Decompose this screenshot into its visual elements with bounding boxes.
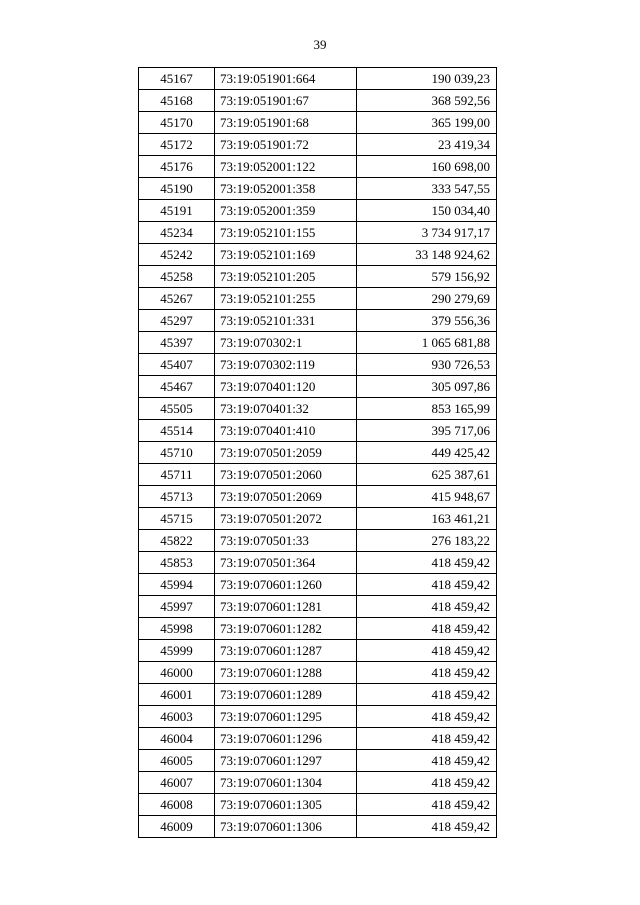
value-cell: 418 459,42: [357, 750, 497, 772]
table-row: [139, 310, 497, 332]
value-cell: 305 097,86: [357, 376, 497, 398]
cadastral-number-cell: 73:19:070501:2059: [215, 442, 357, 464]
cadastral-number-cell: 73:19:051901:68: [215, 112, 357, 134]
row-number-cell: 45234: [139, 222, 215, 244]
table-row: [139, 244, 497, 266]
row-number-cell: 45172: [139, 134, 215, 156]
cadastral-number-cell: 73:19:051901:67: [215, 90, 357, 112]
table-row: [139, 266, 497, 288]
row-number-cell: 45168: [139, 90, 215, 112]
value-cell: 418 459,42: [357, 816, 497, 838]
table-row: [139, 464, 497, 486]
value-cell: 276 183,22: [357, 530, 497, 552]
cadastral-number-cell: 73:19:070601:1281: [215, 596, 357, 618]
table-row: [139, 420, 497, 442]
cadastral-number-cell: 73:19:070601:1260: [215, 574, 357, 596]
cadastral-number-cell: 73:19:052001:358: [215, 178, 357, 200]
cadastral-number-cell: 73:19:051901:664: [215, 68, 357, 90]
row-number-cell: 46001: [139, 684, 215, 706]
table-row: [139, 178, 497, 200]
table-row: [139, 376, 497, 398]
value-cell: 150 034,40: [357, 200, 497, 222]
value-cell: 418 459,42: [357, 618, 497, 640]
row-number-cell: 46009: [139, 816, 215, 838]
table-row: [139, 332, 497, 354]
row-number-cell: 45711: [139, 464, 215, 486]
row-number-cell: 45176: [139, 156, 215, 178]
row-number-cell: 45822: [139, 530, 215, 552]
table-row: [139, 200, 497, 222]
table-row: [139, 508, 497, 530]
cadastral-number-cell: 73:19:051901:72: [215, 134, 357, 156]
row-number-cell: 45998: [139, 618, 215, 640]
table-row: [139, 574, 497, 596]
value-cell: 415 948,67: [357, 486, 497, 508]
value-cell: 418 459,42: [357, 684, 497, 706]
value-cell: 395 717,06: [357, 420, 497, 442]
data-table: [138, 67, 497, 838]
row-number-cell: 45713: [139, 486, 215, 508]
cadastral-number-cell: 73:19:070501:364: [215, 552, 357, 574]
row-number-cell: 45999: [139, 640, 215, 662]
row-number-cell: 46008: [139, 794, 215, 816]
cadastral-number-cell: 73:19:070302:119: [215, 354, 357, 376]
row-number-cell: 45997: [139, 596, 215, 618]
value-cell: 418 459,42: [357, 728, 497, 750]
table-row: [139, 552, 497, 574]
table-row: [139, 684, 497, 706]
value-cell: 160 698,00: [357, 156, 497, 178]
value-cell: 368 592,56: [357, 90, 497, 112]
value-cell: 1 065 681,88: [357, 332, 497, 354]
table-row: [139, 596, 497, 618]
table-row: [139, 68, 497, 90]
cadastral-number-cell: 73:19:070501:2069: [215, 486, 357, 508]
table-row: [139, 134, 497, 156]
value-cell: 379 556,36: [357, 310, 497, 332]
row-number-cell: 45242: [139, 244, 215, 266]
cadastral-number-cell: 73:19:052101:205: [215, 266, 357, 288]
table-row: [139, 662, 497, 684]
row-number-cell: 45191: [139, 200, 215, 222]
cadastral-number-cell: 73:19:052101:331: [215, 310, 357, 332]
table-row: [139, 486, 497, 508]
table-row: [139, 728, 497, 750]
row-number-cell: 46005: [139, 750, 215, 772]
cadastral-number-cell: 73:19:052101:169: [215, 244, 357, 266]
table-body: [139, 68, 497, 838]
value-cell: 853 165,99: [357, 398, 497, 420]
row-number-cell: 45710: [139, 442, 215, 464]
value-cell: 930 726,53: [357, 354, 497, 376]
value-cell: 190 039,23: [357, 68, 497, 90]
cadastral-number-cell: 73:19:070501:2072: [215, 508, 357, 530]
row-number-cell: 45514: [139, 420, 215, 442]
value-cell: 418 459,42: [357, 552, 497, 574]
row-number-cell: 45397: [139, 332, 215, 354]
table-row: [139, 442, 497, 464]
value-cell: 418 459,42: [357, 706, 497, 728]
row-number-cell: 45190: [139, 178, 215, 200]
table-row: [139, 288, 497, 310]
row-number-cell: 45267: [139, 288, 215, 310]
row-number-cell: 45297: [139, 310, 215, 332]
value-cell: 33 148 924,62: [357, 244, 497, 266]
table-row: [139, 530, 497, 552]
value-cell: 333 547,55: [357, 178, 497, 200]
cadastral-number-cell: 73:19:070601:1306: [215, 816, 357, 838]
row-number-cell: 45505: [139, 398, 215, 420]
row-number-cell: 45467: [139, 376, 215, 398]
value-cell: 163 461,21: [357, 508, 497, 530]
value-cell: 418 459,42: [357, 596, 497, 618]
value-cell: 418 459,42: [357, 574, 497, 596]
cadastral-number-cell: 73:19:070601:1289: [215, 684, 357, 706]
table-row: [139, 816, 497, 838]
table-row: [139, 90, 497, 112]
cadastral-number-cell: 73:19:070302:1: [215, 332, 357, 354]
row-number-cell: 45167: [139, 68, 215, 90]
value-cell: 418 459,42: [357, 794, 497, 816]
cadastral-number-cell: 73:19:070601:1287: [215, 640, 357, 662]
value-cell: 449 425,42: [357, 442, 497, 464]
table-row: [139, 772, 497, 794]
row-number-cell: 45853: [139, 552, 215, 574]
row-number-cell: 46000: [139, 662, 215, 684]
cadastral-number-cell: 73:19:070401:32: [215, 398, 357, 420]
cadastral-number-cell: 73:19:052001:359: [215, 200, 357, 222]
value-cell: 23 419,34: [357, 134, 497, 156]
table-row: [139, 640, 497, 662]
value-cell: 418 459,42: [357, 640, 497, 662]
row-number-cell: 45258: [139, 266, 215, 288]
cadastral-number-cell: 73:19:070601:1295: [215, 706, 357, 728]
table-row: [139, 354, 497, 376]
value-cell: 365 199,00: [357, 112, 497, 134]
page-number: 39: [313, 37, 327, 52]
table-row: [139, 156, 497, 178]
row-number-cell: 45715: [139, 508, 215, 530]
cadastral-number-cell: 73:19:070501:2060: [215, 464, 357, 486]
row-number-cell: 45407: [139, 354, 215, 376]
table-row: [139, 750, 497, 772]
cadastral-number-cell: 73:19:070601:1305: [215, 794, 357, 816]
value-cell: 579 156,92: [357, 266, 497, 288]
value-cell: 625 387,61: [357, 464, 497, 486]
cadastral-number-cell: 73:19:070601:1297: [215, 750, 357, 772]
cadastral-number-cell: 73:19:070401:410: [215, 420, 357, 442]
table-row: [139, 398, 497, 420]
table-row: [139, 222, 497, 244]
row-number-cell: 46003: [139, 706, 215, 728]
cadastral-number-cell: 73:19:070601:1296: [215, 728, 357, 750]
row-number-cell: 46004: [139, 728, 215, 750]
value-cell: 290 279,69: [357, 288, 497, 310]
value-cell: 418 459,42: [357, 772, 497, 794]
row-number-cell: 45994: [139, 574, 215, 596]
cadastral-number-cell: 73:19:052101:255: [215, 288, 357, 310]
table-row: [139, 794, 497, 816]
cadastral-number-cell: 73:19:070501:33: [215, 530, 357, 552]
table-row: [139, 706, 497, 728]
cadastral-number-cell: 73:19:070601:1282: [215, 618, 357, 640]
cadastral-number-cell: 73:19:070601:1288: [215, 662, 357, 684]
table-row: [139, 618, 497, 640]
row-number-cell: 45170: [139, 112, 215, 134]
cadastral-number-cell: 73:19:052001:122: [215, 156, 357, 178]
cadastral-number-cell: 73:19:070401:120: [215, 376, 357, 398]
value-cell: 3 734 917,17: [357, 222, 497, 244]
cadastral-number-cell: 73:19:052101:155: [215, 222, 357, 244]
value-cell: 418 459,42: [357, 662, 497, 684]
cadastral-number-cell: 73:19:070601:1304: [215, 772, 357, 794]
table-row: [139, 112, 497, 134]
row-number-cell: 46007: [139, 772, 215, 794]
